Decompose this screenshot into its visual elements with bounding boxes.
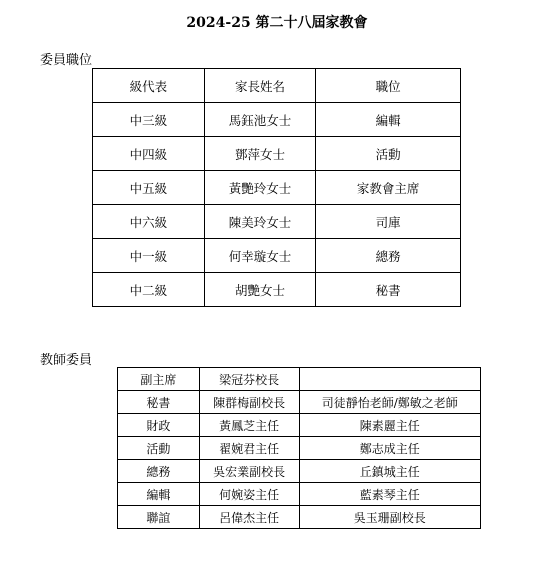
parent-name-cell: 陳美玲女士 [204, 205, 316, 239]
table-row [118, 391, 481, 414]
table-row [118, 483, 481, 506]
position-cell: 活動 [316, 137, 461, 171]
members-table [92, 68, 461, 307]
table-header-row [93, 69, 461, 103]
parent-name-cell: 黃艷玲女士 [204, 171, 316, 205]
teacher-cell: 丘鎮城主任 [299, 460, 481, 483]
grade-cell: 中四級 [93, 137, 205, 171]
teacher-cell: 吳宏業副校長 [199, 460, 299, 483]
page-title: 2024-25 第二十八屆家教會 [186, 15, 368, 31]
role-cell: 編輯 [118, 483, 200, 506]
table-row [93, 205, 461, 239]
teachers-section-label: 教師委員 [40, 353, 93, 368]
table-row [118, 437, 481, 460]
table-row [93, 137, 461, 171]
position-cell: 家教會主席 [316, 171, 461, 205]
grade-cell: 中一級 [93, 239, 205, 273]
teachers-table [117, 367, 481, 529]
teacher-cell: 梁冠芬校長 [199, 368, 299, 391]
table-row [93, 103, 461, 137]
role-cell: 副主席 [118, 368, 200, 391]
table-row [118, 414, 481, 437]
position-cell: 總務 [316, 239, 461, 273]
position-cell: 秘書 [316, 273, 461, 307]
grade-cell: 中二級 [93, 273, 205, 307]
header-cell: 級代表 [93, 69, 205, 103]
header-cell: 職位 [316, 69, 461, 103]
table-row [93, 171, 461, 205]
table-row [118, 506, 481, 529]
teacher-cell: 藍素琴主任 [299, 483, 481, 506]
table-row [118, 368, 481, 391]
parent-name-cell: 馬鈺池女士 [204, 103, 316, 137]
teacher-cell: 司徒靜怡老師/鄭敏之老師 [299, 391, 481, 414]
position-cell: 司庫 [316, 205, 461, 239]
members-section-label: 委員職位 [40, 53, 93, 68]
position-cell: 編輯 [316, 103, 461, 137]
parent-name-cell: 鄧萍女士 [204, 137, 316, 171]
grade-cell: 中五級 [93, 171, 205, 205]
teacher-cell: 陳群梅副校長 [199, 391, 299, 414]
role-cell: 活動 [118, 437, 200, 460]
teacher-cell: 黃鳳芝主任 [199, 414, 299, 437]
parent-name-cell: 何幸璇女士 [204, 239, 316, 273]
role-cell: 秘書 [118, 391, 200, 414]
teacher-cell [299, 368, 481, 391]
parent-name-cell: 胡艷女士 [204, 273, 316, 307]
role-cell: 聯誼 [118, 506, 200, 529]
teacher-cell: 鄭志成主任 [299, 437, 481, 460]
role-cell: 財政 [118, 414, 200, 437]
teacher-cell: 翟婉君主任 [199, 437, 299, 460]
header-cell: 家長姓名 [204, 69, 316, 103]
teacher-cell: 吳玉珊副校長 [299, 506, 481, 529]
table-row [118, 460, 481, 483]
table-row [93, 273, 461, 307]
table-row [93, 239, 461, 273]
grade-cell: 中三級 [93, 103, 205, 137]
teacher-cell: 陳素麗主任 [299, 414, 481, 437]
grade-cell: 中六級 [93, 205, 205, 239]
teacher-cell: 何婉姿主任 [199, 483, 299, 506]
role-cell: 總務 [118, 460, 200, 483]
teacher-cell: 呂偉杰主任 [199, 506, 299, 529]
